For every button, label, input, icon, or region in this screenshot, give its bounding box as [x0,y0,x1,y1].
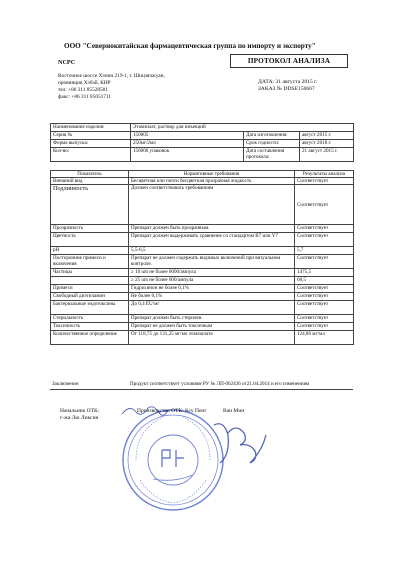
document-title: ПРОТОКОЛ АНАЛИЗА [230,54,348,68]
fax-line: факс: +86 311 85051711 [58,94,112,101]
form-label: Форма выпуска: [51,140,131,148]
product-info-table [50,123,354,162]
exp-date-value: август 2018 г. [300,140,354,148]
company-short-name: NCPC [58,59,76,66]
protocol-date-value: 21 август 2015 г. [300,148,354,162]
indicator-cell: Цветность [51,233,129,247]
quantity-label: Кол-во: [51,148,131,162]
indicator-cell: Токсичность [51,323,129,331]
requirement-cell: Препарат не должен быть токсичным [129,323,295,331]
result-cell: Соответствует [295,225,354,233]
requirement-cell: Препарат не должен содержать видимых включений при визуальном контроле. [129,255,295,269]
indicator-cell: Частицы [51,269,129,277]
phone-line: тел: +86 311 85528581 [58,87,108,94]
indicator-cell: Бактериальные эндотоксины [51,301,129,315]
result-cell: Соответствует [295,315,354,323]
indicator-cell: Количественное определение [51,331,129,345]
requirement-cell: До 0,4 EU/мг [129,301,295,315]
requirement-cell: ≥ 10 um не более 6000/ампула [129,269,295,277]
address-line: провинция Хэбэй, КНР [58,80,111,87]
indicator-cell: Прозрачность [51,225,129,233]
otk-title: Начальник ОТК: [60,408,100,414]
results-header-row [51,171,354,178]
table-row [51,233,354,247]
result-cell: Соответствует [295,233,354,247]
company-address [58,73,165,101]
result-cell: Соответствует [295,178,354,185]
mfg-date-value: август 2015 г. [300,132,354,140]
requirement-cell: От 118,75 до 131,25 мг/мл этамзилата [129,331,295,345]
otk-signature-block [60,408,99,422]
result-cell: Соответствует [295,293,354,301]
product-name-value: Этамзилат, раствор для инъекций [131,124,354,132]
result-cell: Соответствует [295,285,354,293]
requirement-cell: Бесцветная или почти бесцветная прозрачная жидкость [129,178,295,185]
conclusion-text: Продукт соответствует условиям РУ № ЛП-002436 от21.04.2014 и его изменениям [130,381,310,387]
address-line: Восточное шоссе Хэпин 219-1, г. Шицзячжуан, [58,73,165,79]
table-row [51,277,354,285]
otk-name: г-жа Лю Ликсин [60,415,99,422]
column-header: Результаты анализа [295,171,354,178]
indicator-cell: Посторонние примеси и включения [51,255,129,269]
requirement-cell: Гидрохинон не более 0,1% [129,285,295,293]
indicator-cell [51,277,129,285]
order-number: ЗАКАЗ № DDSE150667 [258,86,315,93]
series-value: 150805 [131,132,244,140]
table-row [51,269,354,277]
result-cell: Соответствует [295,255,354,269]
table-row [51,285,354,293]
result-cell: 124,86 мг/мл [295,331,354,345]
mfg-date-label: Дата изготовления: [244,132,300,140]
form-value: 250мг/2мл [131,140,244,148]
table-row [51,315,354,323]
document-meta [258,79,317,94]
conclusion-divider [50,389,353,390]
table-row [51,331,354,345]
table-row [51,178,354,185]
result-cell: Соответствует [295,185,354,225]
result-cell: 1475,5 [295,269,354,277]
production-title: Производство ОТК: Ксу Пенг [137,408,207,414]
result-cell: Соответствует [295,323,354,331]
table-row [51,225,354,233]
column-header: Нормативные требования [129,171,295,178]
table-row [51,323,354,331]
table-row [51,293,354,301]
company-name: ООО "Севернокитайская фармацевтическая группа по импорту и экспорту" [64,42,316,50]
production-name: Ван Мин [223,408,245,414]
indicator-cell: Свободный диэтиламин [51,293,129,301]
series-label: Серия № [51,132,131,140]
requirement-cell: Не более 0,1% [129,293,295,301]
table-row [51,301,354,315]
quantity-value: 156000 упаковок [131,148,244,162]
requirement-cell: Препарат должен выдерживать сравнение со стандартом B7 или Y7 [129,233,295,247]
column-header: Показатель [51,171,129,178]
indicator-cell: Внешний вид [51,178,129,185]
conclusion-label: Заключение: [52,381,80,387]
indicator-cell: Стерильность [51,315,129,323]
indicator-cell: Примеси [51,285,129,293]
indicator-cell: Подлинность [51,185,129,225]
requirement-cell: ≥ 25 um не более 600/ампула [129,277,295,285]
exp-date-label: Срок годности: [244,140,300,148]
result-cell: 68,5 [295,277,354,285]
protocol-date-label: Дата составления протокола: [244,148,300,162]
signature-mark [210,415,270,473]
document-date: ДАТА: 31 августа 2015 г. [258,79,318,85]
result-cell: Соответствует [295,301,354,315]
table-row [51,185,354,225]
table-row [51,255,354,269]
indicator-cell: pH [51,247,129,255]
requirement-cell: Препарат должен быть прозрачным. [129,225,295,233]
results-table [50,170,354,345]
table-row [51,247,354,255]
result-cell: 5,7 [295,247,354,255]
requirement-cell: Должен соответствовать требованиям [129,185,295,225]
requirement-cell: Препарат должен быть стерилен. [129,315,295,323]
product-name-label: Наименование изделия: [51,124,131,132]
requirement-cell: 5,5-6,5 [129,247,295,255]
